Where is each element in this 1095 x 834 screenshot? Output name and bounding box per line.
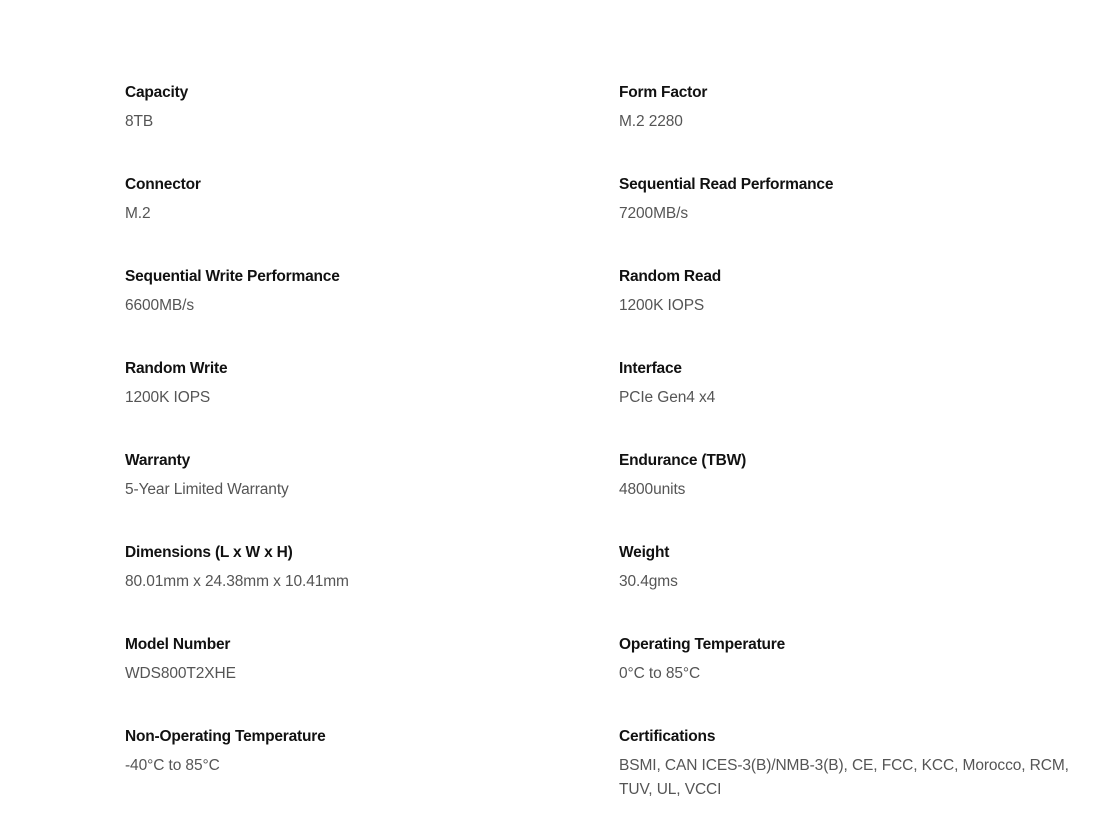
spec-label: Dimensions (L x W x H): [125, 544, 293, 561]
spec-connector: [125, 174, 619, 266]
spec-value: PCIe Gen4 x4: [619, 389, 716, 406]
spec-sequential-read: [619, 174, 1080, 266]
spec-weight: [619, 542, 1080, 634]
spec-form-factor: [619, 82, 1080, 174]
spec-value: 30.4gms: [619, 573, 678, 590]
spec-label: Non-Operating Temperature: [125, 728, 326, 745]
spec-value: 80.01mm x 24.38mm x 10.41mm: [125, 573, 349, 590]
spec-value: M.2: [125, 205, 151, 222]
spec-random-read: [619, 266, 1080, 358]
spec-value: 4800units: [619, 481, 686, 498]
spec-label: Connector: [125, 176, 201, 193]
spec-label: Random Read: [619, 268, 722, 285]
spec-value: 1200K IOPS: [619, 297, 705, 314]
spec-label: Endurance (TBW): [619, 452, 747, 469]
spec-value: 6600MB/s: [125, 297, 194, 314]
spec-non-operating-temperature: [125, 726, 619, 818]
spec-label: Sequential Read Performance: [619, 176, 834, 193]
specifications-grid: [125, 82, 1080, 818]
spec-interface: [619, 358, 1080, 450]
spec-label: Warranty: [125, 452, 191, 469]
spec-label: Form Factor: [619, 84, 708, 101]
spec-value: 5-Year Limited Warranty: [125, 481, 289, 498]
spec-certifications: [619, 726, 1080, 818]
spec-value: WDS800T2XHE: [125, 665, 236, 682]
spec-label: Operating Temperature: [619, 636, 786, 653]
spec-label: Model Number: [125, 636, 231, 653]
spec-dimensions: [125, 542, 619, 634]
spec-value: -40°C to 85°C: [125, 757, 220, 774]
spec-capacity: [125, 82, 619, 174]
spec-label: Sequential Write Performance: [125, 268, 340, 285]
spec-value: M.2 2280: [619, 113, 683, 130]
spec-model-number: [125, 634, 619, 726]
spec-label: Capacity: [125, 84, 189, 101]
spec-warranty: [125, 450, 619, 542]
spec-value: 7200MB/s: [619, 205, 688, 222]
spec-value: 8TB: [125, 113, 154, 130]
spec-endurance: [619, 450, 1080, 542]
spec-value: 0°C to 85°C: [619, 665, 701, 682]
spec-label: Interface: [619, 360, 682, 377]
spec-label: Weight: [619, 544, 670, 561]
spec-label: Certifications: [619, 728, 716, 745]
spec-random-write: [125, 358, 619, 450]
spec-operating-temperature: [619, 634, 1080, 726]
spec-sequential-write: [125, 266, 619, 358]
spec-value: 1200K IOPS: [125, 389, 211, 406]
spec-label: Random Write: [125, 360, 228, 377]
spec-value: BSMI, CAN ICES-3(B)/NMB-3(B), CE, FCC, KCC, Morocco, RCM, TUV, UL, VCCI: [619, 757, 1069, 798]
